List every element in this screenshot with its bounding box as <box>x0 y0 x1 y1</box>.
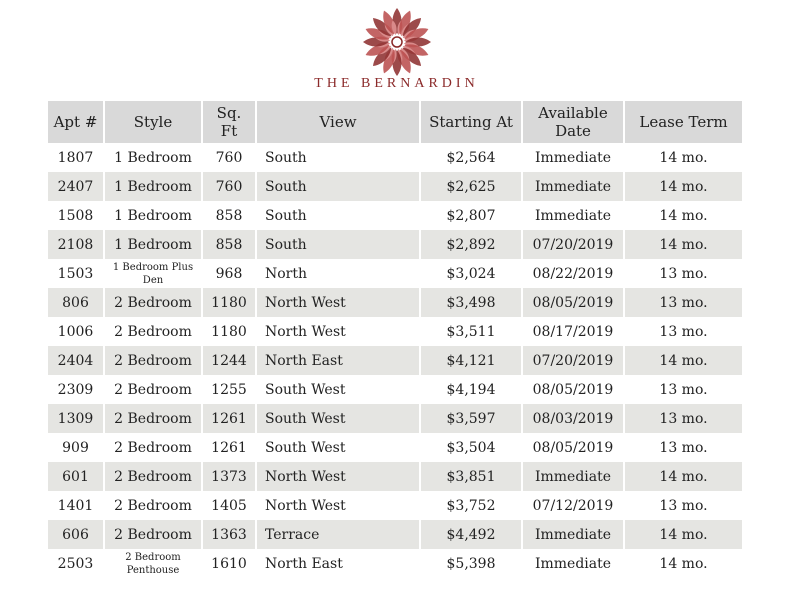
header-style: Style <box>104 101 202 143</box>
cell-lease-term: 14 mo. <box>659 149 708 166</box>
cell-starting-at: $4,492 <box>420 520 522 549</box>
flower-mandala-icon <box>361 6 433 78</box>
cell-view: Terrace <box>256 520 420 549</box>
cell-view: North West <box>256 491 420 520</box>
cell-starting-at: $4,121 <box>420 346 522 375</box>
cell-available-date: 08/05/2019 <box>522 433 624 462</box>
cell-available-date: Immediate <box>522 201 624 230</box>
table-row <box>48 520 742 549</box>
cell-sqft: 1244 <box>202 346 256 375</box>
header-starting-at: Starting At <box>420 101 522 143</box>
cell-sqft: 858 <box>202 230 256 259</box>
cell-lease-term: 14 mo. <box>659 207 708 224</box>
cell-view: South <box>256 172 420 201</box>
cell-sqft: 1363 <box>202 520 256 549</box>
cell-available-date: 08/05/2019 <box>522 288 624 317</box>
cell-sqft: 968 <box>202 259 256 288</box>
cell-sqft: 1373 <box>202 462 256 491</box>
cell-view: North West <box>256 462 420 491</box>
table-row <box>48 317 742 346</box>
cell-view: South <box>256 230 420 259</box>
cell-sqft: 760 <box>202 143 256 172</box>
table-row <box>48 259 742 288</box>
cell-lease-term: 13 mo. <box>659 323 708 340</box>
cell-style: 2 Bedroom Penthouse <box>104 549 202 578</box>
cell-starting-at: $3,851 <box>420 462 522 491</box>
header-lease-term: Lease Term <box>624 101 742 143</box>
cell-starting-at: $3,024 <box>420 259 522 288</box>
table-row <box>48 346 742 375</box>
header-view: View <box>256 101 420 143</box>
cell-style: 1 Bedroom <box>104 143 202 172</box>
table-row <box>48 230 742 259</box>
cell-style: 2 Bedroom <box>104 404 202 433</box>
cell-starting-at: $2,625 <box>420 172 522 201</box>
cell-lease-term: 13 mo. <box>624 404 742 433</box>
cell-apt: 806 <box>48 288 104 317</box>
cell-style: 2 Bedroom <box>104 288 202 317</box>
cell-starting-at: $5,398 <box>420 549 522 578</box>
cell-starting-at: $2,564 <box>420 143 522 172</box>
cell-lease-term: 13 mo. <box>659 265 708 282</box>
cell-sqft: 1610 <box>202 549 256 578</box>
cell-apt: 1503 <box>48 259 104 288</box>
cell-lease-term: 13 mo. <box>659 381 708 398</box>
table-row <box>48 201 742 230</box>
cell-apt: 2407 <box>48 172 104 201</box>
cell-starting-at: $3,504 <box>420 433 522 462</box>
cell-available-date: 07/20/2019 <box>522 230 624 259</box>
cell-sqft: 1261 <box>202 404 256 433</box>
cell-view: South West <box>256 404 420 433</box>
cell-style: 2 Bedroom <box>104 433 202 462</box>
table-row <box>48 288 742 317</box>
cell-view: North West <box>256 317 420 346</box>
cell-starting-at: $3,498 <box>420 288 522 317</box>
cell-lease-term: 13 mo. <box>659 439 708 456</box>
cell-sqft: 1405 <box>202 491 256 520</box>
cell-available-date: Immediate <box>522 143 624 172</box>
cell-style: 2 Bedroom <box>104 520 202 549</box>
cell-view: South West <box>256 433 420 462</box>
cell-sqft: 1261 <box>202 433 256 462</box>
header-apt: Apt # <box>48 101 104 143</box>
apartment-table <box>48 101 742 578</box>
cell-style: 1 Bedroom <box>104 201 202 230</box>
cell-available-date: Immediate <box>522 462 624 491</box>
cell-starting-at: $3,597 <box>420 404 522 433</box>
cell-style: 1 Bedroom <box>104 172 202 201</box>
table-header-row <box>48 101 742 143</box>
cell-sqft: 760 <box>202 172 256 201</box>
cell-view: North <box>256 259 420 288</box>
cell-style: 1 Bedroom Plus Den <box>104 259 202 288</box>
header-available-date: Available Date <box>522 101 624 143</box>
cell-available-date: Immediate <box>522 549 624 578</box>
cell-available-date: Immediate <box>522 172 624 201</box>
cell-view: South <box>256 201 420 230</box>
cell-lease-term: 14 mo. <box>624 230 742 259</box>
cell-sqft: 1255 <box>202 375 256 404</box>
cell-lease-term: 14 mo. <box>624 346 742 375</box>
table-row <box>48 433 742 462</box>
cell-style: 1 Bedroom <box>104 230 202 259</box>
cell-available-date: 08/17/2019 <box>522 317 624 346</box>
cell-starting-at: $2,807 <box>420 201 522 230</box>
cell-lease-term: 14 mo. <box>659 555 708 572</box>
cell-apt: 2309 <box>48 375 104 404</box>
cell-lease-term: 13 mo. <box>624 288 742 317</box>
cell-view: South West <box>256 375 420 404</box>
table-row <box>48 172 742 201</box>
cell-apt: 909 <box>48 433 104 462</box>
cell-apt: 1807 <box>48 143 104 172</box>
cell-view: North West <box>256 288 420 317</box>
table-row <box>48 549 742 578</box>
cell-apt: 1006 <box>48 317 104 346</box>
cell-available-date: 07/20/2019 <box>522 346 624 375</box>
brand-name: THE BERNARDIN <box>314 76 479 91</box>
cell-apt: 1309 <box>48 404 104 433</box>
cell-starting-at: $2,892 <box>420 230 522 259</box>
table-row <box>48 375 742 404</box>
cell-available-date: 08/03/2019 <box>522 404 624 433</box>
cell-apt: 2404 <box>48 346 104 375</box>
cell-style: 2 Bedroom <box>104 375 202 404</box>
cell-apt: 601 <box>48 462 104 491</box>
cell-sqft: 1180 <box>202 317 256 346</box>
cell-lease-term: 14 mo. <box>624 462 742 491</box>
cell-lease-term: 13 mo. <box>659 497 708 514</box>
cell-lease-term: 14 mo. <box>624 172 742 201</box>
cell-style: 2 Bedroom <box>104 317 202 346</box>
cell-apt: 2108 <box>48 230 104 259</box>
cell-available-date: 08/22/2019 <box>522 259 624 288</box>
cell-lease-term: 14 mo. <box>624 520 742 549</box>
cell-style: 2 Bedroom <box>104 462 202 491</box>
cell-sqft: 858 <box>202 201 256 230</box>
cell-view: North East <box>256 346 420 375</box>
cell-sqft: 1180 <box>202 288 256 317</box>
cell-starting-at: $3,752 <box>420 491 522 520</box>
cell-available-date: 07/12/2019 <box>522 491 624 520</box>
cell-starting-at: $3,511 <box>420 317 522 346</box>
table-row <box>48 404 742 433</box>
table-row <box>48 143 742 172</box>
cell-available-date: 08/05/2019 <box>522 375 624 404</box>
table-row <box>48 491 742 520</box>
cell-apt: 1508 <box>48 201 104 230</box>
cell-style: 2 Bedroom <box>104 491 202 520</box>
cell-starting-at: $4,194 <box>420 375 522 404</box>
cell-available-date: Immediate <box>522 520 624 549</box>
table-row <box>48 462 742 491</box>
cell-view: North East <box>256 549 420 578</box>
cell-apt: 2503 <box>48 549 104 578</box>
cell-apt: 1401 <box>48 491 104 520</box>
cell-apt: 606 <box>48 520 104 549</box>
header-sqft: Sq. Ft <box>202 101 256 143</box>
cell-style: 2 Bedroom <box>104 346 202 375</box>
cell-view: South <box>256 143 420 172</box>
